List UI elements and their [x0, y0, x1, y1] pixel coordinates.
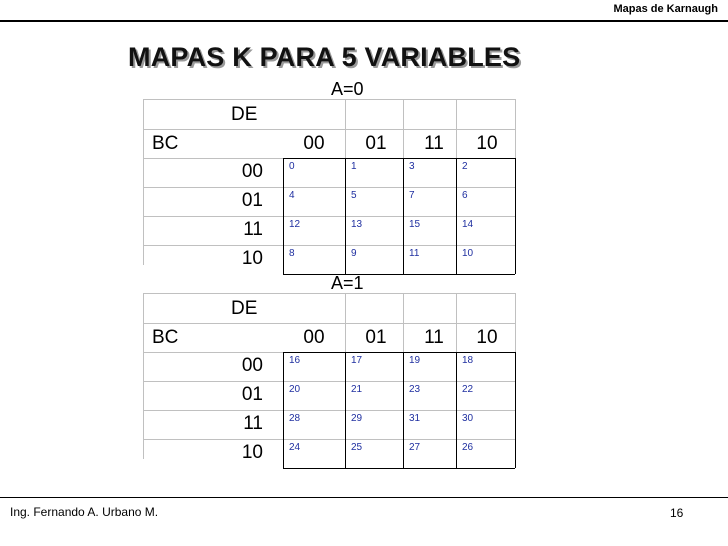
slide-title: MAPAS K PARA 5 VARIABLES — [128, 42, 521, 72]
col-header: 01 — [365, 133, 387, 154]
cell-frame — [456, 352, 457, 468]
cell-frame — [283, 352, 284, 468]
kmap-cell: 20 — [289, 384, 301, 395]
grid-line — [143, 99, 515, 100]
row-variable-label: BC — [152, 133, 179, 154]
cell-frame — [283, 158, 515, 159]
kmap-cell: 12 — [289, 219, 301, 230]
kmap-cell: 18 — [462, 355, 474, 366]
col-header: 00 — [303, 133, 325, 154]
grid-line — [345, 293, 346, 352]
row-variable-label: BC — [152, 327, 179, 348]
kmap-cell: 24 — [289, 442, 301, 453]
row-header: 11 — [243, 413, 263, 434]
map-label: A=1 — [331, 273, 364, 293]
cell-frame — [283, 158, 284, 274]
kmap-cell: 0 — [289, 161, 295, 172]
col-header: 01 — [365, 327, 387, 348]
kmap-cell: 8 — [289, 248, 295, 259]
grid-line — [143, 323, 515, 324]
grid-line — [345, 99, 346, 158]
kmap-cell: 11 — [409, 248, 420, 259]
kmap-a1 — [143, 273, 515, 463]
page-number: 16 — [670, 506, 684, 520]
grid-line — [143, 216, 515, 217]
kmap-cell: 26 — [462, 442, 474, 453]
col-variable-label: DE — [231, 298, 258, 319]
kmap-cell: 19 — [409, 355, 421, 366]
col-header: 10 — [476, 327, 498, 348]
kmap-cell: 9 — [351, 248, 357, 259]
kmap-a0 — [143, 79, 515, 269]
cell-frame — [515, 158, 516, 274]
grid-line — [143, 410, 515, 411]
kmap-cell: 1 — [351, 161, 357, 172]
cell-frame — [345, 352, 346, 468]
kmap-cell: 7 — [409, 190, 415, 201]
col-header: 11 — [424, 327, 444, 348]
cell-frame — [345, 158, 346, 274]
cell-frame — [403, 352, 404, 468]
row-header: 10 — [241, 248, 263, 269]
grid-line — [143, 293, 144, 459]
kmap-cell: 4 — [289, 190, 295, 201]
kmap-cell: 10 — [462, 248, 474, 259]
kmap-cell: 22 — [462, 384, 474, 395]
kmap-cell: 15 — [409, 219, 421, 230]
grid-line — [143, 293, 515, 294]
kmap-cell: 5 — [351, 190, 357, 201]
col-header: 00 — [303, 327, 325, 348]
cell-frame — [283, 468, 515, 469]
kmap-cell: 13 — [351, 219, 363, 230]
grid-line — [143, 187, 515, 188]
footer-divider — [0, 497, 728, 498]
grid-line — [143, 381, 515, 382]
cell-frame — [456, 158, 457, 274]
col-header: 10 — [476, 133, 498, 154]
kmap-cell: 23 — [409, 384, 421, 395]
cell-frame — [283, 352, 515, 353]
col-header: 11 — [424, 133, 444, 154]
kmap-cell: 28 — [289, 413, 301, 424]
row-header: 01 — [241, 384, 263, 405]
grid-line — [143, 129, 515, 130]
cell-frame — [515, 352, 516, 468]
footer-author: Ing. Fernando A. Urbano M. — [10, 505, 159, 519]
row-header: 11 — [243, 219, 263, 240]
kmap-cell: 16 — [289, 355, 301, 366]
kmap-cell: 3 — [409, 161, 415, 172]
kmap-cell: 2 — [462, 161, 468, 172]
kmap-cell: 21 — [351, 384, 363, 395]
cell-frame — [403, 158, 404, 274]
col-variable-label: DE — [231, 104, 258, 125]
map-label: A=0 — [331, 79, 364, 99]
row-header: 00 — [241, 355, 263, 376]
row-header: 10 — [241, 442, 263, 463]
kmap-cell: 6 — [462, 190, 468, 201]
kmap-cell: 27 — [409, 442, 421, 453]
kmap-cell: 25 — [351, 442, 363, 453]
kmap-cell: 30 — [462, 413, 474, 424]
kmap-cell: 31 — [409, 413, 421, 424]
row-header: 01 — [241, 190, 263, 211]
kmap-cell: 17 — [351, 355, 363, 366]
kmap-cell: 29 — [351, 413, 363, 424]
row-header: 00 — [241, 161, 263, 182]
grid-line — [143, 439, 515, 440]
grid-line — [143, 245, 515, 246]
header-divider — [0, 20, 728, 22]
grid-line — [143, 99, 144, 265]
kmap-cell: 14 — [462, 219, 474, 230]
header-title: Mapas de Karnaugh — [613, 3, 718, 15]
